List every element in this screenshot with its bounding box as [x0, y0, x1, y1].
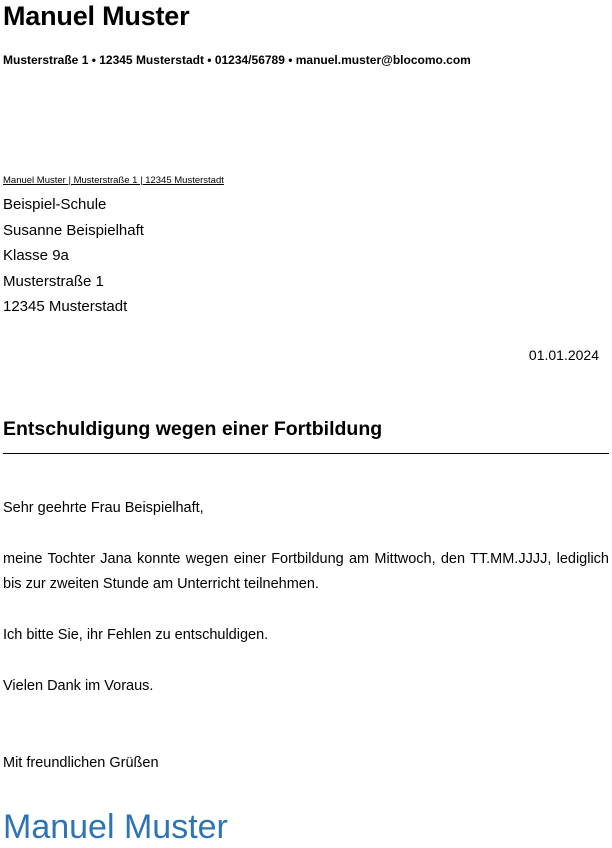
- body-paragraph: Ich bitte Sie, ihr Fehlen zu entschuldigen.: [3, 627, 269, 643]
- recipient-line: 12345 Musterstadt: [3, 298, 128, 315]
- signature: Manuel Muster: [3, 808, 228, 846]
- body-paragraph: meine Tochter Jana konnte wegen einer Fortbildung am Mittwoch, den TT.MM.JJJJ, lediglich bis zur zweiten Stunde am Unterricht teilnehmen.: [3, 551, 609, 592]
- recipient-line: Susanne Beispielhaft: [3, 221, 144, 239]
- subject-divider: [3, 453, 609, 454]
- body-paragraph: Vielen Dank im Voraus.: [3, 678, 154, 694]
- letter-date: 01.01.2024: [528, 347, 599, 363]
- sender-name: Manuel Muster: [3, 1, 190, 31]
- recipient-line: Klasse 9a: [3, 247, 69, 264]
- letter-subject: Entschuldigung wegen einer Fortbildung: [3, 418, 383, 440]
- closing-phrase: Mit freundlichen Grüßen: [3, 755, 159, 771]
- return-address-line: Manuel Muster | Musterstraße 1 | 12345 Musterstadt: [3, 175, 224, 186]
- salutation: Sehr geehrte Frau Beispielhaft,: [3, 500, 204, 516]
- sender-contact-line: Musterstraße 1 • 12345 Musterstadt • 01234/56789 • manuel.muster@blocomo.com: [3, 53, 471, 67]
- recipient-line: Beispiel-Schule: [3, 196, 107, 213]
- recipient-address: [3, 192, 144, 320]
- recipient-line: Musterstraße 1: [3, 272, 104, 290]
